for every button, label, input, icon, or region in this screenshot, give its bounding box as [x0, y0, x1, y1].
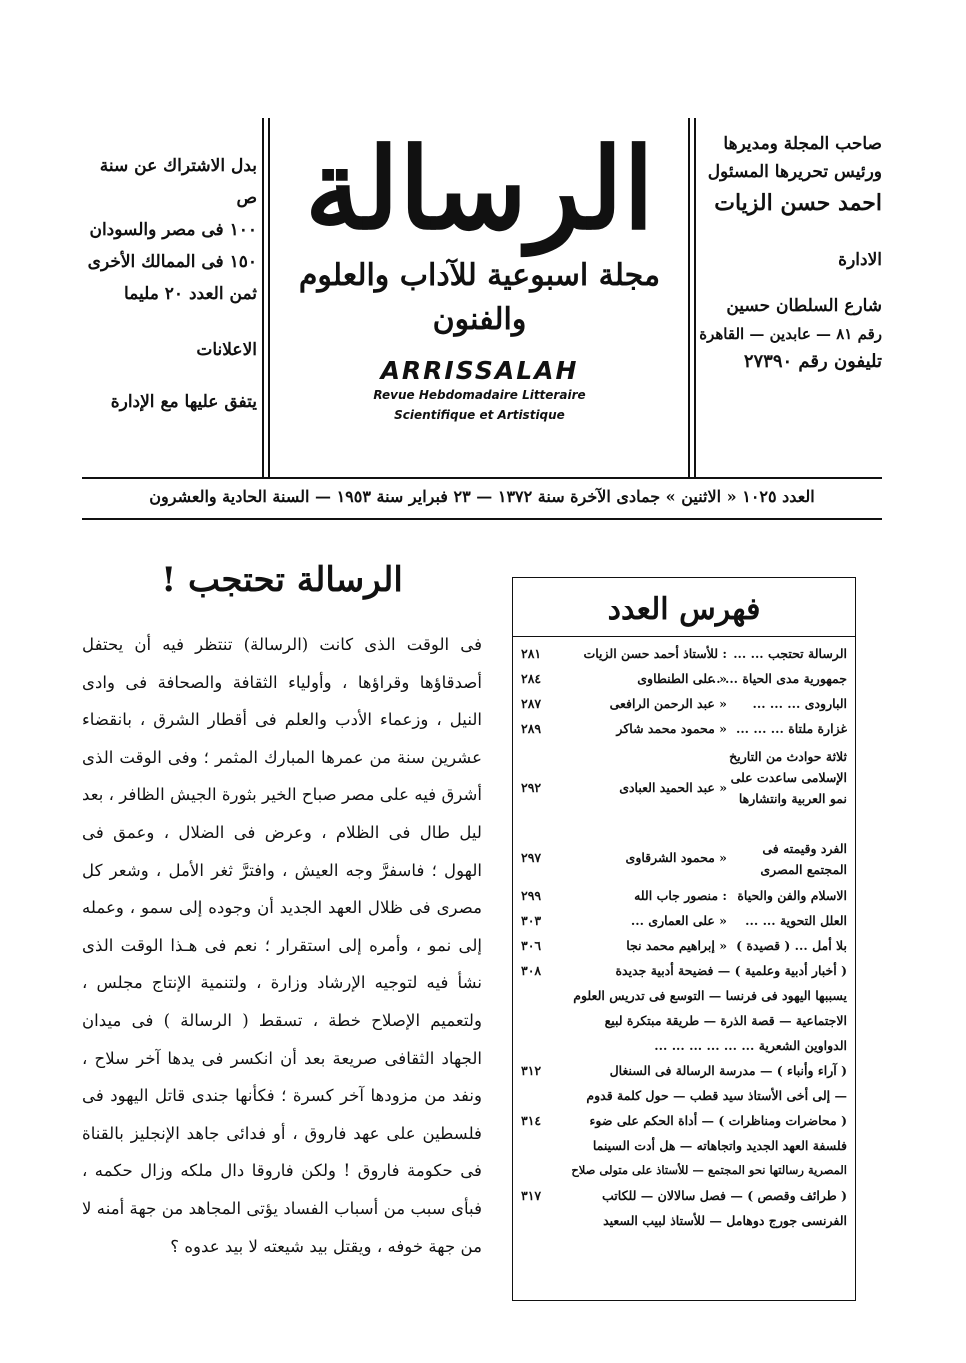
article-title: الرسالة تحتجب !	[161, 560, 403, 600]
toc-opinions-line: — إلى أخى الأستاذ سيد قطب — حول كلمة قدوم	[586, 1088, 847, 1103]
phone-number: تليفون رقم ٢٧٣٩٠	[743, 351, 882, 372]
header-divider-right	[688, 118, 690, 478]
toc-news-line: الاجتماعية — قصة الذرة — طريقة مبتكرة لبيع	[604, 1013, 847, 1028]
admin-label: الادارة	[838, 250, 882, 270]
toc-news-heading: ( أخبار أدبية وعلمية ) — فضيحة أدبية جديدة ٣٠٨	[521, 963, 847, 978]
owner-line-1: صاحب المجلة ومديرها	[723, 134, 882, 154]
toc-lectures-heading: ( محاضرات ومناظرات ) — أداة الحكم على ضوء ٣١٤	[521, 1113, 847, 1128]
owner-line-2: ورئيس تحريرها المسئول	[707, 162, 882, 182]
address-line-2: رقم ٨١ — عابدين — القاهرة	[699, 325, 882, 343]
toc-row: جمهورية مدى الحياة ... ... « على الطنطاوى ٢٨٤	[521, 671, 847, 686]
toc-row: البارودى ... ... ... « عبد الرحمن الرافعى ٢٨٧	[521, 696, 847, 711]
magazine-page	[82, 90, 882, 1295]
issue-price: ثمن العدد ٢٠ مليما	[124, 284, 257, 304]
header-divider-left	[262, 118, 264, 478]
owner-info	[692, 130, 882, 376]
toc-stories-heading: ( طرائف وقصص ) — فصل سالالان — للكاتب ٣١٧	[521, 1188, 847, 1203]
toc-rows	[521, 646, 847, 1238]
table-of-contents	[512, 577, 856, 1301]
toc-opinions-heading: ( آراء وأنباء ) — مدرسة الرسالة فى السنغال ٣١٢	[521, 1063, 847, 1078]
toc-lectures-line: المصرية رسالتها نحو المجتمع — للأستاذ على متولى صلاح	[571, 1163, 847, 1177]
subscription-label: بدل الاشتراك عن سنة	[99, 156, 257, 176]
latin-subtitle-2: Scientifique et Artistique	[394, 408, 565, 422]
toc-stories-line: الفرنسى جورج دوهامل — للأستاذ لبيب السعيد	[603, 1213, 847, 1228]
issue-rule-top	[82, 477, 882, 479]
price-other: ١٥٠ فى الممالك الأخرى	[87, 252, 257, 272]
toc-row: غزارة ملتاة ... ... ... « محمود محمد شاكر ٢٨٩	[521, 721, 847, 736]
address-line-1: شارع السلطان حسين	[726, 296, 882, 316]
latin-title: ARRISSALAH	[380, 356, 579, 385]
toc-title-rule	[513, 636, 855, 637]
toc-lectures-line: فلسفة العهد الجديد واتجاهاته — هل أدت السينما	[592, 1138, 847, 1153]
header-divider-right-inner	[694, 118, 696, 478]
toc-row: الاسلام والفن والحياة : منصور جاب الله ٢٩٩	[521, 888, 847, 903]
masthead	[272, 120, 687, 425]
magazine-logo: الرسالة	[304, 124, 655, 255]
currency-symbol: ص	[236, 188, 257, 208]
subscription-info	[82, 150, 257, 418]
toc-title: فهرس العدد	[607, 592, 761, 627]
toc-news-line: يسببها اليهود فى فرنسا — التوسع فى تدريس العلوم	[573, 988, 847, 1003]
owner-name: احمد حسن الزيات	[714, 190, 882, 216]
toc-row: العلل التحوية ... ... « على العمارى ... ٣٠٣	[521, 913, 847, 928]
toc-news-line: الدواوين الشعرية ... ... ... ... ... ...	[654, 1038, 847, 1053]
toc-row: الرسالة تحتجب ... ... : للأستاذ أحمد حسن الزيات ٢٨١	[521, 646, 847, 661]
issue-rule-bottom	[82, 518, 882, 520]
price-egypt: ١٠٠ فى مصر والسودان	[89, 220, 257, 240]
article-body	[82, 626, 482, 1265]
issue-line: العدد ١٠٢٥ « الاثنين » جمادى الآخرة سنة ١٣٧٢ — ٢٣ فبراير سنة ١٩٥٣ — السنة الحادية والعشرون	[149, 487, 815, 506]
header-divider-left-inner	[268, 118, 270, 478]
magazine-subtitle: مجلة اسبوعية للآداب والعلوم والفنون	[298, 258, 661, 337]
toc-row: ثلاثة حوادث من التاريخ الإسلامى ساعدت على نمو العربية وانتشارها « عبد الحميد العبادى ٢٩٢	[521, 749, 847, 806]
latin-subtitle-1: Revue Hebdomadaire Litteraire	[373, 388, 586, 402]
ads-label: الاعلانات	[196, 340, 257, 360]
toc-row: بلا أمل ... ( قصيدة ) « إبراهيم محمد نجا ٣٠٦	[521, 938, 847, 953]
ads-note: يتفق عليها مع الإدارة	[110, 392, 257, 412]
toc-row: الفرد وقيمته فى المجتمع المصرى « محمود الشرقاوى ٢٩٧	[521, 841, 847, 877]
article-paragraph: فى الوقت الذى كانت (الرسالة) تنتظر فيه أن يحتفل أصدقاؤها وقراؤها ، وأولياء الثقافة والصحافة فى وادى النيل ، وزعماء الأدب والعلم فى أقطار الشرق ، بانقضاء عشرين سنة من عمرها المبارك المثمر ؛ وفى الوقت الذى أشرق فيه على مصر صباح الخير بثورة الجيش الظافر ، بعد ليل طال فى الظلام ، وعرض فى الضلال ، وعمق فى الهول ؛ فاسفرَّ وجه العيش ، وافترَّ ثغر الأمل ، وشعر كل مصرى فى ظلال العهد الجديد أن وجوده إلى سمو ، وعمله إلى نمو ، وأمره إلى استقرار ؛ نعم فى هـذا الوقت الذى نشأ فيه لتوجيه الإرشاد وزارة ، ولتنمية الإنتاج مجلس ، ولتعميم الإصلاح خطة ، تسقط ( الرسالة ) فى ميدان الجهاد الثقافى صريعة بعد أن انكسر فى يدها آخر سلاح ، ونفد من مزودها آخر كسرة ؛ فكأنها جندى قاتل اليهود فى فلسطين على عهد فاروق ، أو فدائى جاهد الإنجليز بالقناة فى حكومة فاروق ! ولكن فاروقا دال ملكه وزال حكمه ، فبأى سبب من أسباب الفساد يؤتى المجاهد من جهة أمنه لا من جهة خوفه ، ويقتل بيد شيعته لا بيد عدوه ؟	[82, 635, 482, 1256]
lead-article	[82, 560, 482, 1265]
